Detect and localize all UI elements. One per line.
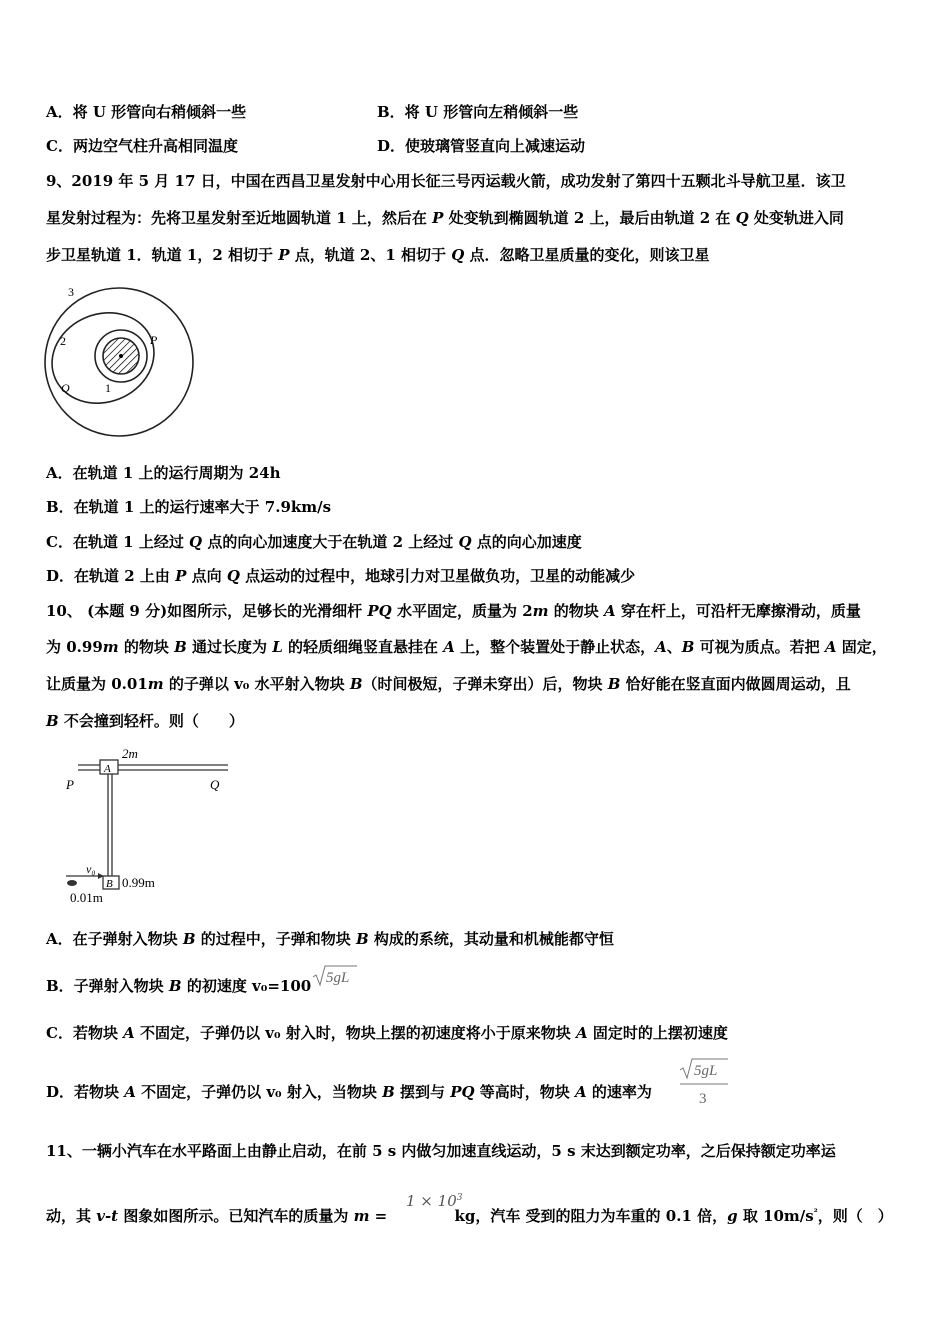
sqrt-5gl [311,963,359,989]
q9-stem-line-1: 9、2019 年 5 月 17 日，中国在西昌卫星发射中心用长征三号丙运载火箭，成功发射了第四十五颗北斗导航卫星．该卫 [46,172,846,190]
svg-text:B: B [106,878,113,890]
label-orbit-1: 1 [105,381,111,395]
q9-option-d: D．在轨道 2 上由 P 点向 Q 点运动的过程中，地球引力对卫星做负功，卫星的动能减少 [46,567,636,585]
label-099m: 0.99m [122,875,155,890]
svg-text:5gL: 5gL [326,970,350,986]
label-p: P [66,777,74,792]
q8-option-d: D．使玻璃管竖直向上减速运动 [377,137,586,155]
q10-stem-line-1: 10、 (本题 9 分)如图所示，足够长的光滑细杆 PQ 水平固定，质量为 2m 的物块 A 穿在杆上，可沿杆无摩擦滑动，质量 [46,602,861,620]
q9-stem-line-3: 步卫星轨道 1．轨道 1，2 相切于 P 点，轨道 2、1 相切于 Q 点．忽略卫星质量的变化，则该卫星 [46,246,710,264]
q10-stem-line-4: B 不会撞到轻杆。则（ ） [46,712,244,730]
svg-text:3: 3 [699,1091,707,1107]
label-2m: 2m [122,746,138,761]
label-p: P [150,333,158,347]
label-q: Q [61,381,70,395]
q11-mass-value: $1 \times 10^3$ [406,1192,463,1210]
q11-stem-line-1: 11、一辆小汽车在水平路面上由静止启动，在前 5 s 内做匀加速直线运动，5 s 末达到额定功率，之后保持额定功率运 [46,1142,836,1160]
q11-stem-line-2: 动，其 v-t 图象如图所示。已知汽车的质量为 m = kg，汽车 受到的阻力为车重的 0.1 倍，g 取 $10m/s^{^2}$，则（ ） [46,1207,893,1225]
q9-option-a: A．在轨道 1 上的运行周期为 24h [46,464,281,482]
q10-stem-line-2: 为 0.99m 的物块 B 通过长度为 L 的轻质细绳竖直悬挂在 A 上，整个装置处于静止状态，A、B 可视为质点。若把 A 固定， [46,638,887,656]
q9-stem-line-2: 星发射过程为：先将卫星发射至近地圆轨道 1 上，然后在 P 处变轨到椭圆轨道 2 上，最后由轨道 2 在 Q 处变轨进入同 [46,209,844,227]
label-q: Q [210,777,220,792]
q10-option-b: B．子弹射入物块 B 的初速度 v₀=100 [46,977,312,995]
q10-option-d: D．若物块 A 不固定，子弹仍以 v₀ 射入，当物块 B 摆到与 PQ 等高时，物块 A 的速率为 [46,1083,652,1101]
q9-option-c: C．在轨道 1 上经过 Q 点的向心加速度大于在轨道 2 上经过 Q 点的向心加速度 [46,533,582,551]
label-v0: v₀ [86,862,96,876]
q8-option-b: B．将 U 形管向左稍倾斜一些 [377,103,579,121]
q10-stem-line-3: 让质量为 0.01m 的子弹以 v₀ 水平射入物块 B（时间极短，子弹未穿出）后，物块 B 恰好能在竖直面内做圆周运动，且 [46,675,851,693]
label-001m: 0.01m [70,890,103,905]
svg-text:5gL: 5gL [694,1063,718,1079]
q10-option-c: C．若物块 A 不固定，子弹仍以 v₀ 射入时，物块上摆的初速度将小于原来物块 A 固定时的上摆初速度 [46,1024,728,1042]
fraction-sqrt5gl-over-3 [678,1056,730,1108]
q10-option-a: A．在子弹射入物块 B 的过程中，子弹和物块 B 构成的系统，其动量和机械能都守恒 [46,930,614,948]
bullet [67,880,77,886]
label-orbit-2: 2 [60,334,66,348]
q10-rod-diagram [60,742,240,907]
q9-option-b: B．在轨道 1 上的运行速率大于 7.9km/s [46,498,332,516]
svg-text:A: A [104,763,111,775]
q8-option-a: A．将 U 形管向右稍倾斜一些 [46,103,247,121]
label-orbit-3: 3 [68,285,74,299]
q9-orbit-diagram [40,282,200,442]
q8-option-c: C．两边空气柱升高相同温度 [46,137,238,155]
